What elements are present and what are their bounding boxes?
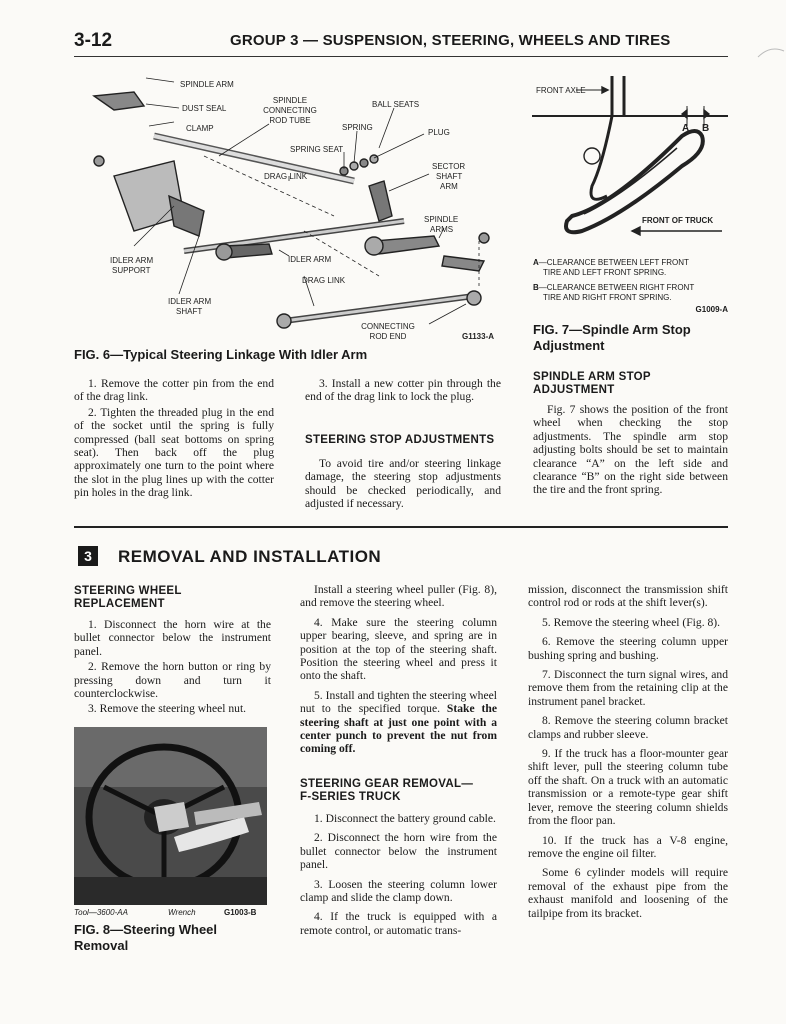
label-connecting-rod-end-2: ROD END <box>369 332 407 341</box>
page-corner-mark <box>756 45 786 59</box>
label-drag-link-top: DRAG LINK <box>264 172 308 181</box>
fig8-caption-2: Removal <box>74 938 129 953</box>
label-spindle-connecting-rod-tube-1: SPINDLE <box>272 96 308 105</box>
col2-bottom-step-g3: 3. Loosen the steering column lower clamp and slide the clamp down. <box>300 877 497 905</box>
label-dust-seal: DUST SEAL <box>182 104 227 113</box>
label-spring: SPRING <box>342 123 373 132</box>
col2-bottom-step-5 <box>300 689 497 756</box>
col3-bottom-text <box>528 583 728 922</box>
steering-gear-removal-heading-1: STEERING GEAR REMOVAL— <box>300 778 474 790</box>
legend-b-text-1: —CLEARANCE BETWEEN RIGHT FRONT <box>538 283 695 292</box>
steering-stop-body: To avoid tire and/or steering linkage damage, the steering stop adjustments should be checked periodically, and adjusted if necessary. <box>305 457 501 511</box>
steering-wheel-removal-photo <box>74 727 267 905</box>
fig7-caption-1: FIG. 7—Spindle Arm Stop <box>533 322 691 337</box>
col2-top-text <box>305 377 501 406</box>
label-connecting-rod-end-1: CONNECTING <box>361 322 415 331</box>
steering-gear-removal-heading-2: F-SERIES TRUCK <box>300 791 401 803</box>
step5-bold: Stake the steering shaft at just one point with a center punch to prevent the nut from coming off. <box>300 702 497 756</box>
col3-bottom-step-10: 10. If the truck has a V-8 engine, remove the engine oil filter. <box>528 833 728 860</box>
page-header-title: GROUP 3 — SUSPENSION, STEERING, WHEELS AND TIRES <box>230 32 671 49</box>
col2-bottom-text <box>300 583 497 758</box>
legend-a-text-2: TIRE AND LEFT FRONT SPRING. <box>543 268 667 277</box>
col1-bottom-step-2: 2. Remove the horn button or ring by pressing down and turn it counterclockwise. <box>74 660 271 701</box>
col2-top-body-text <box>305 457 501 513</box>
col3-top-body-text <box>533 403 728 499</box>
fig8-wrench-label: Wrench <box>168 908 196 917</box>
label-front-of-truck: FRONT OF TRUCK <box>642 216 714 225</box>
legend-a-text-1: —CLEARANCE BETWEEN LEFT FRONT <box>538 258 689 267</box>
fig8-tool-label: Tool—3600-AA <box>74 908 128 917</box>
fig8-photo <box>74 727 267 905</box>
col2-bottom-step-g1: 1. Disconnect the battery ground cable. <box>314 812 496 825</box>
legend-b-key: B <box>533 283 539 292</box>
section-number-badge: 3 <box>78 546 98 566</box>
fig8-caption-1: FIG. 8—Steering Wheel <box>74 922 218 937</box>
col3-bottom-step-9: 9. If the truck has a floor-mounter gear shift lever, pull the steering column tube off the shaft. On a truck with an automatic transmission or a remote-type gear shift lever, remove the steering column shields from the floor pan. <box>528 747 728 828</box>
fig6-steering-linkage-diagram <box>74 66 514 346</box>
legend-a-key: A <box>533 258 539 267</box>
label-plug: PLUG <box>428 128 450 137</box>
label-spring-seat: SPRING SEAT <box>290 145 344 154</box>
col3-bottom-step-7: 7. Disconnect the turn signal wires, and remove them from the retaining clip at the instrument panel bracket. <box>528 668 728 708</box>
legend-b-text-2: TIRE AND RIGHT FRONT SPRING. <box>543 293 672 302</box>
label-idler-arm-shaft-2: SHAFT <box>176 307 203 316</box>
col3-bottom-step-8: 8. Remove the steering column bracket clamps and rubber sleeve. <box>528 714 728 741</box>
fig8-code: G1003-B <box>224 908 257 917</box>
fig7-caption-2: Adjustment <box>533 338 605 353</box>
label-drag-link-bottom: DRAG LINK <box>302 276 346 285</box>
page-number: 3-12 <box>74 30 113 51</box>
col1-top-text <box>74 377 274 502</box>
fig6-code: G1133-A <box>462 332 495 341</box>
col3-bottom-step-5: 5. Remove the steering wheel (Fig. 8). <box>542 615 721 629</box>
label-spindle-connecting-rod-tube-2: CONNECTING <box>263 106 317 115</box>
section-title: REMOVAL AND INSTALLATION <box>118 547 382 566</box>
label-sector-3: ARM <box>440 182 458 191</box>
col2-top-step-3: 3. Install a new cotter pin through the end of the drag link to lock the plug. <box>305 377 501 404</box>
label-idler-arm-support-1: IDLER ARM <box>110 256 154 265</box>
legend-b-line-1 <box>533 283 728 293</box>
fig7-legend <box>533 258 728 315</box>
label-spindle-connecting-rod-tube-3: ROD TUBE <box>269 116 311 125</box>
label-idler-arm-shaft-1: IDLER ARM <box>168 297 212 306</box>
col3-bottom-para-1: mission, disconnect the transmission shift control rod or rods at the shift lever(s). <box>528 583 728 610</box>
col1-bottom-text <box>74 618 271 718</box>
spindle-arm-stop-heading-1: SPINDLE ARM STOP <box>533 371 651 383</box>
label-spindle-arms-2: ARMS <box>430 225 454 234</box>
label-idler-arm: IDLER ARM <box>288 255 332 264</box>
col3-bottom-step-6: 6. Remove the steering column upper bushing spring and bushing. <box>528 635 728 662</box>
col1-top-step-1: 1. Remove the cotter pin from the end of the drag link. <box>74 377 274 404</box>
col2-bottom-step-4: 4. Make sure the steering column upper bearing, sleeve, and spring are in position at the top of the steering shaft. Position the steering wheel and press it onto the shaft. <box>300 615 497 683</box>
label-clamp: CLAMP <box>186 124 214 133</box>
label-a: A <box>682 123 690 134</box>
col2-bottom-step-g2: 2. Disconnect the horn wire from the bullet connector below the instrument panel. <box>300 831 497 872</box>
col3-bottom-note: Some 6 cylinder models will require removal of the exhaust pipe from the exhaust manifold and loosening of the tailpipe from its bracket. <box>528 866 728 920</box>
spindle-arm-stop-body: Fig. 7 shows the position of the front wheel when checking the stop adjustments. The spindle arm stop adjusting bolts should be set to maintain clearance “A” on the left side and clearance “B” on the right side between the tire and the front spring. <box>533 403 728 497</box>
col2-bottom-intro: Install a steering wheel puller (Fig. 8), and remove the steering wheel. <box>300 583 497 610</box>
steering-wheel-replacement-heading-1: STEERING WHEEL <box>74 585 182 597</box>
steering-stop-heading: STEERING STOP ADJUSTMENTS <box>305 434 495 446</box>
label-b: B <box>702 123 710 134</box>
label-front-axle: FRONT AXLE <box>536 86 586 95</box>
legend-a-line-1 <box>533 258 728 268</box>
label-spindle-arm: SPINDLE ARM <box>180 80 234 89</box>
fig6-caption: FIG. 6—Typical Steering Linkage With Idler Arm <box>74 347 368 362</box>
label-sector-2: SHAFT <box>436 172 463 181</box>
step5-plain: 5. Install and tighten the steering wheel nut to the specified torque. <box>300 688 497 716</box>
col1-bottom-step-1: 1. Disconnect the horn wire at the bullet connector below the instrument panel. <box>74 618 271 658</box>
col2-bottom-step-g4: 4. If the truck is equipped with a remote control, or automatic trans- <box>300 910 497 937</box>
col1-bottom-step-3: 3. Remove the steering wheel nut. <box>88 702 247 716</box>
spindle-arm-stop-heading-2: ADJUSTMENT <box>533 384 615 396</box>
label-idler-arm-support-2: SUPPORT <box>112 266 151 275</box>
fig7-code: G1009-A <box>695 305 728 314</box>
header-rule <box>74 56 728 57</box>
section-divider <box>74 526 728 528</box>
steering-wheel-replacement-heading-2: REPLACEMENT <box>74 598 165 610</box>
col1-top-step-2: 2. Tighten the threaded plug in the end of the socket until the spring is fully compressed (ball seat bottoms on spring seat). Then back off the plug approximately one turn to the point where the slot in the plug lines up with the cotter pin holes in the drag link. <box>74 405 274 500</box>
col2-bottom-steps <box>300 812 497 939</box>
fig7-spindle-stop-diagram <box>532 66 728 256</box>
label-sector-1: SECTOR <box>432 162 466 171</box>
label-ball-seats: BALL SEATS <box>372 100 420 109</box>
label-spindle-arms-1: SPINDLE <box>424 215 459 224</box>
